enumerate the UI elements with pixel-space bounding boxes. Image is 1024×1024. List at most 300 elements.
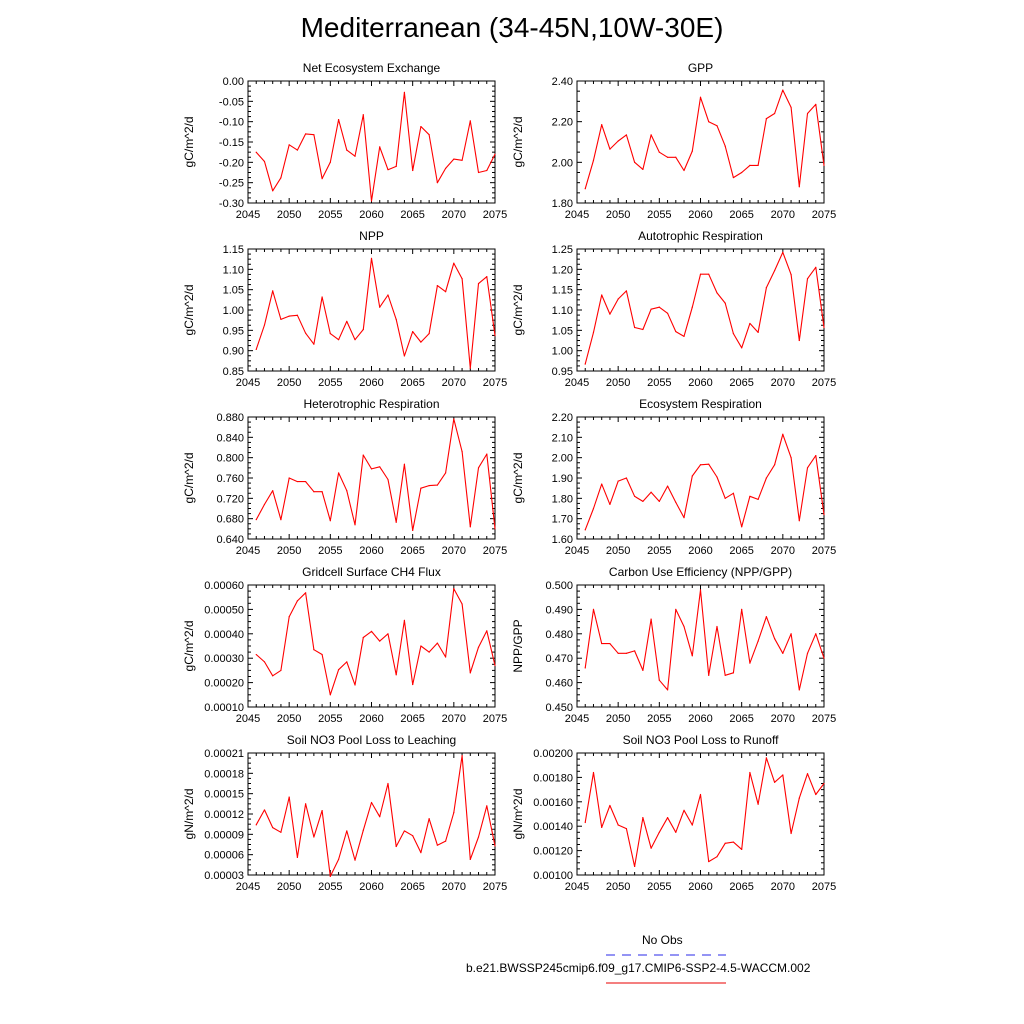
x-tick-label: 2050 [605,209,631,221]
data-point [486,630,487,631]
data-point [453,812,454,813]
data-point [741,849,742,850]
data-point [371,468,372,469]
y-tick-label: -0.30 [218,198,244,210]
y-axis-label: gC/m^2/d [182,116,196,168]
y-tick-label: 0.00012 [204,809,244,821]
y-tick-label: -0.10 [218,116,244,129]
data-point [823,514,824,515]
data-point [371,200,372,201]
data-point [470,672,471,673]
data-point [692,151,693,152]
data-point [651,619,652,620]
y-tick-label: 0.470 [545,653,573,666]
y-axis-label: gC/m^2/d [182,620,196,672]
data-point [815,794,816,795]
data-point [346,830,347,831]
data-point [700,274,701,275]
x-tick-label: 2075 [482,881,508,893]
data-point [412,684,413,685]
x-tick-label: 2065 [729,209,754,221]
y-tick-label: 1.15 [551,284,573,297]
x-tick-label: 2055 [318,377,343,389]
data-point [322,810,323,811]
data-point [437,642,438,643]
y-tick-label: 1.00 [222,305,244,317]
data-point [354,339,355,340]
data-point [256,152,257,153]
data-point [609,149,610,150]
data-point [766,757,767,758]
data-point [659,152,660,153]
data-point [601,294,602,295]
data-point [305,592,306,593]
data-point [692,824,693,825]
y-tick-label: -0.05 [218,96,244,109]
data-point [330,876,331,877]
series-line [585,252,824,364]
series-line [585,434,824,530]
data-point [675,832,676,833]
x-tick-label: 2075 [811,881,837,893]
x-tick-label: 2075 [482,545,508,557]
data-point [264,324,265,325]
data-point [766,287,767,288]
x-tick-label: 2060 [359,881,384,893]
data-point [585,667,586,668]
x-tick-label: 2070 [770,881,796,893]
data-point [692,475,693,476]
data-point [354,524,355,525]
x-tick-label: 2065 [729,881,754,893]
data-point [478,647,479,648]
data-point [264,661,265,662]
data-point [313,344,314,345]
y-tick-label: 0.90 [222,345,244,358]
data-point [675,502,676,503]
y-tick-label: 2.20 [551,412,573,424]
data-point [346,661,347,662]
series-line [256,258,495,368]
y-axis-label: gC/m^2/d [511,284,525,336]
data-point [807,113,808,114]
y-tick-label: 0.880 [216,412,244,424]
data-point [478,836,479,837]
data-point [758,641,759,642]
data-point [716,125,717,126]
data-point [708,274,709,275]
y-axis-label: gC/m^2/d [511,452,525,504]
x-tick-label: 2050 [276,545,302,557]
data-point [651,492,652,493]
y-tick-label: 1.80 [551,493,573,506]
page-title: Mediterranean (34-45N,10W-30E) [300,12,724,43]
data-point [593,609,594,610]
data-point [815,633,816,634]
y-tick-label: 0.95 [222,325,244,338]
data-point [313,491,314,492]
y-tick-label: 0.490 [545,604,573,617]
data-point [700,794,701,795]
data-point [667,157,668,158]
data-point [478,283,479,284]
data-point [445,841,446,842]
data-point [354,859,355,860]
data-point [330,162,331,163]
data-point [297,600,298,601]
data-point [289,316,290,317]
data-point [659,680,660,681]
series-line [585,590,824,690]
data-point [486,454,487,455]
data-point [256,519,257,520]
data-point [782,90,783,91]
data-point [338,339,339,340]
data-point [651,848,652,849]
data-point [494,154,495,155]
data-point [379,146,380,147]
x-tick-label: 2060 [359,209,384,221]
data-point [692,655,693,656]
x-tick-label: 2065 [400,881,425,893]
data-point [363,637,364,638]
data-point [585,363,586,364]
x-tick-label: 2050 [276,377,302,389]
data-point [815,455,816,456]
data-point [741,526,742,527]
y-tick-label: 1.00 [551,345,573,358]
data-point [601,124,602,125]
data-point [799,689,800,690]
data-point [297,857,298,858]
data-point [297,150,298,151]
plot-frame [248,249,495,371]
data-point [494,665,495,666]
data-point [412,835,413,836]
data-point [470,120,471,121]
data-point [396,319,397,320]
data-point [379,307,380,308]
y-tick-label: 2.00 [551,452,573,465]
x-tick-label: 2055 [318,713,343,725]
data-point [461,603,462,604]
chart-panel-6 [511,397,836,557]
data-point [708,121,709,122]
data-point [749,496,750,497]
data-point [708,675,709,676]
data-point [642,501,643,502]
data-point [749,323,750,324]
data-point [823,783,824,784]
y-tick-label: 1.10 [551,305,573,317]
data-point [708,861,709,862]
data-point [782,653,783,654]
data-point [264,504,265,505]
y-tick-label: 2.10 [551,432,573,445]
data-point [412,331,413,332]
data-point [790,457,791,458]
x-tick-label: 2065 [400,713,425,725]
chart-title: GPP [687,61,714,75]
data-point [626,653,627,654]
data-point [486,805,487,806]
data-point [289,616,290,617]
x-tick-label: 2050 [605,377,631,389]
data-point [354,156,355,157]
data-point [445,472,446,473]
data-point [330,333,331,334]
data-point [330,520,331,521]
data-point [634,162,635,163]
data-point [322,296,323,297]
data-point [429,134,430,135]
y-tick-label: 0.00018 [204,768,244,781]
data-point [642,817,643,818]
data-point [363,830,364,831]
data-point [272,675,273,676]
y-tick-label: 0.840 [216,432,244,445]
data-point [782,774,783,775]
data-point [387,294,388,295]
x-tick-label: 2060 [688,545,713,557]
data-point [799,186,800,187]
data-point [683,170,684,171]
data-point [651,134,652,135]
data-point [618,653,619,654]
x-tick-label: 2065 [729,713,754,725]
data-point [634,650,635,651]
data-point [486,170,487,171]
data-point [675,157,676,158]
y-tick-label: 1.25 [551,244,573,256]
data-point [305,481,306,482]
data-point [815,267,816,268]
data-point [799,798,800,799]
data-point [289,796,290,797]
x-tick-label: 2075 [482,713,508,725]
data-point [823,327,824,328]
data-point [404,620,405,621]
data-point [470,859,471,860]
data-point [363,455,364,456]
data-point [478,172,479,173]
y-tick-label: 0.480 [545,628,573,641]
data-point [371,802,372,803]
data-point [593,508,594,509]
data-point [363,114,364,115]
data-point [387,169,388,170]
data-point [305,333,306,334]
y-tick-label: 0.00009 [204,829,244,842]
chart-title: Ecosystem Respiration [639,397,762,411]
data-point [256,654,257,655]
data-point [758,332,759,333]
data-point [609,805,610,806]
y-tick-label: 0.460 [545,677,573,690]
data-point [404,464,405,465]
data-point [634,866,635,867]
data-point [642,169,643,170]
data-point [774,464,775,465]
chart-panel-2 [511,61,836,221]
y-axis-label: NPP/GPP [511,619,525,673]
x-tick-label: 2045 [235,377,261,389]
x-tick-label: 2050 [276,209,302,221]
data-point [593,160,594,161]
x-tick-label: 2055 [647,209,672,221]
y-axis-label: gN/m^2/d [182,788,196,840]
data-point [774,270,775,271]
data-point [667,817,668,818]
x-tick-label: 2055 [647,545,672,557]
data-point [667,313,668,314]
series-line [585,758,824,867]
y-tick-label: 0.95 [551,366,573,378]
data-point [815,104,816,105]
chart-panel-7 [182,565,507,725]
data-point [823,658,824,659]
data-point [404,830,405,831]
data-point [626,828,627,829]
data-point [807,278,808,279]
data-point [272,827,273,828]
data-point [725,675,726,676]
data-point [716,292,717,293]
data-point [790,633,791,634]
chart-panel-1 [182,61,507,221]
y-tick-label: 0.00006 [204,849,244,862]
data-point [461,278,462,279]
data-point [601,643,602,644]
data-point [280,319,281,320]
y-tick-label: 0.00020 [204,677,244,690]
x-tick-label: 2065 [729,545,754,557]
data-point [338,119,339,120]
data-point [297,315,298,316]
series-line [256,589,495,695]
y-tick-label: 1.70 [551,513,573,526]
data-point [593,772,594,773]
data-point [470,368,471,369]
y-tick-label: 0.800 [216,452,244,465]
data-point [379,466,380,467]
y-tick-label: 1.15 [222,244,244,256]
data-point [379,816,380,817]
data-point [346,150,347,151]
data-point [330,694,331,695]
y-tick-label: 0.00160 [533,796,573,809]
data-point [404,355,405,356]
data-point [371,631,372,632]
data-point [741,609,742,610]
data-point [313,134,314,135]
data-point [675,331,676,332]
data-point [807,773,808,774]
data-point [486,276,487,277]
y-tick-label: 1.60 [551,534,573,546]
data-point [618,824,619,825]
plot-frame [577,249,824,371]
data-point [280,670,281,671]
x-tick-label: 2075 [811,713,837,725]
data-point [338,859,339,860]
data-point [609,504,610,505]
x-tick-label: 2045 [235,713,261,725]
x-tick-label: 2075 [811,545,837,557]
data-point [272,190,273,191]
data-point [700,589,701,590]
data-point [305,133,306,134]
data-point [453,263,454,264]
data-point [346,321,347,322]
data-point [807,653,808,654]
x-tick-label: 2070 [441,209,467,221]
y-tick-label: 0.00 [222,76,244,88]
data-point [338,472,339,473]
data-point [774,638,775,639]
x-tick-label: 2050 [605,713,631,725]
y-tick-label: 0.00060 [204,580,244,592]
data-point [585,529,586,530]
data-point [626,477,627,478]
data-point [716,476,717,477]
x-tick-label: 2075 [811,209,837,221]
chart-panel-10 [511,733,836,893]
data-point [346,490,347,491]
chart-panel-3 [182,229,507,389]
chart-title: Net Ecosystem Exchange [302,61,441,75]
y-tick-label: 0.00030 [204,653,244,666]
chart-panel-5 [182,397,507,557]
data-point [626,290,627,291]
data-point [799,520,800,521]
data-point [725,843,726,844]
data-point [642,670,643,671]
data-point [782,252,783,253]
data-point [626,134,627,135]
x-tick-label: 2070 [441,713,467,725]
x-tick-label: 2065 [400,545,425,557]
legend-model-label: b.e21.BWSSP245cmip6.f09_g17.CMIP6-SSP2-4.5-WACCM.002 [466,961,811,975]
data-point [609,313,610,314]
x-tick-label: 2045 [564,881,590,893]
data-point [799,340,800,341]
y-tick-label: 0.00100 [533,870,573,882]
data-point [725,302,726,303]
data-point [683,626,684,627]
chart-title: Soil NO3 Pool Loss to Runoff [622,733,779,747]
data-point [733,672,734,673]
x-tick-label: 2050 [276,881,302,893]
data-point [387,479,388,480]
data-point [289,477,290,478]
y-tick-label: 0.00200 [533,748,573,760]
y-tick-label: 1.05 [222,284,244,297]
data-point [642,329,643,330]
data-point [700,97,701,98]
data-point [733,177,734,178]
data-point [618,298,619,299]
plot-frame [577,585,824,707]
data-point [609,643,610,644]
y-tick-label: 2.20 [551,116,573,129]
legend-obs-label: No Obs [642,933,683,947]
series-line [585,90,824,189]
data-point [445,168,446,169]
data-point [494,528,495,529]
data-point [412,170,413,171]
data-point [313,836,314,837]
